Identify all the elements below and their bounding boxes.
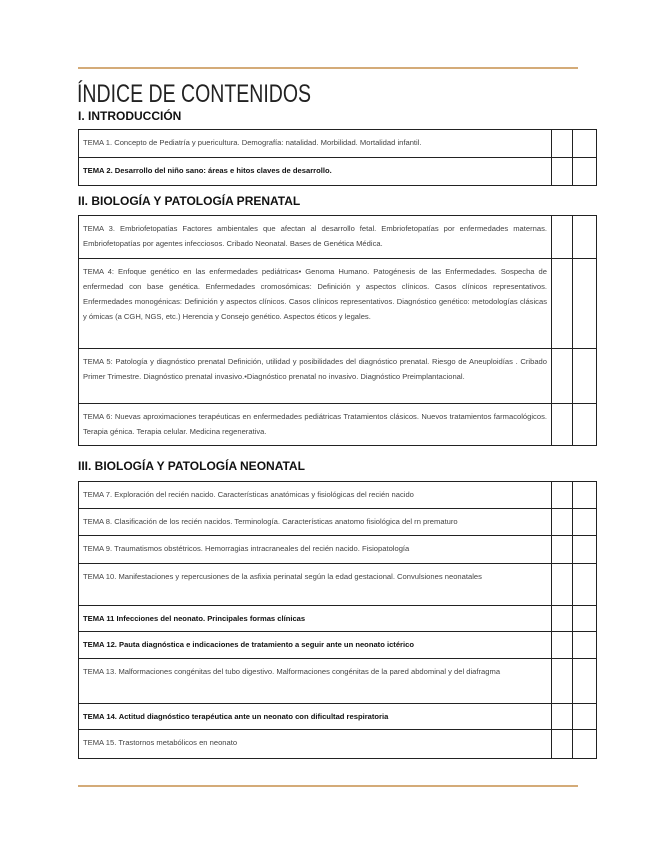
check-cell[interactable] [573,730,597,759]
check-cell[interactable] [573,349,597,404]
topics-table-prenatal [78,215,597,446]
topic-row [79,536,597,564]
topic-text: TEMA 11 Infecciones del neonato. Principales formas clínicas [79,606,552,632]
topic-text: TEMA 4: Enfoque genético en las enfermedades pediátricas• Genoma Humano. Patogénesis de las Enfermedades. Sospecha de enfermedad con base genética. Enfermedades cromosómicas: Definición y aspectos clínicos. Casos clínicos representativos. Enfermedades monogénicas: Definición y aspectos clínicos. Casos clínicos representativos. Diagnóstico genético: metodologías clásicas y ómicas (a CGH, NGS, etc.) Herencia y Consejo genético. Aspectos éticos y legales. [79,259,552,349]
bottom-divider [78,785,578,787]
topic-text: TEMA 13. Malformaciones congénitas del tubo digestivo. Malformaciones congénitas de la pared abdominal y del diafragma [79,659,552,704]
section-heading: II. BIOLOGÍA Y PATOLOGÍA PRENATAL [78,194,301,208]
check-cell[interactable] [552,349,573,404]
topic-text: TEMA 14. Actitud diagnóstico terapéutica ante un neonato con dificultad respiratoria [79,704,552,730]
topic-text: TEMA 12. Pauta diagnóstica e indicaciones de tratamiento a seguir ante un neonato ictérico [79,632,552,659]
topic-text: TEMA 6: Nuevas aproximaciones terapéuticas en enfermedades pediátricas Tratamientos clásicos. Nuevos tratamientos farmacológicos. Terapia génica. Terapia celular. Medicina regenerativa. [79,404,552,446]
topic-text: TEMA 1. Concepto de Pediatría y puericultura. Demografía: natalidad. Morbilidad. Mortalidad infantil. [79,130,552,158]
top-divider [78,67,578,69]
topic-text: TEMA 2. Desarrollo del niño sano: áreas e hitos claves de desarrollo. [79,158,552,186]
topics-table-introduccion [78,129,597,186]
check-cell[interactable] [552,404,573,446]
check-cell[interactable] [573,259,597,349]
check-cell[interactable] [573,158,597,186]
check-cell[interactable] [552,659,573,704]
topic-row [79,482,597,509]
check-cell[interactable] [552,606,573,632]
check-cell[interactable] [573,606,597,632]
check-cell[interactable] [573,482,597,509]
check-cell[interactable] [552,704,573,730]
topic-row [79,730,597,759]
topic-text: TEMA 9. Traumatismos obstétricos. Hemorragias intracraneales del recién nacido. Fisiopatología [79,536,552,564]
topic-text: TEMA 3. Embriofetopatías Factores ambientales que afectan al desarrollo fetal. Embriofetopatías por enfermedades maternas. Embriofetopatías por agentes infecciosos. Cribado Neonatal. Bases de Genética Médica. [79,216,552,259]
check-cell[interactable] [573,632,597,659]
section-heading: I. INTRODUCCIÓN [78,109,182,123]
topic-row [79,349,597,404]
check-cell[interactable] [552,158,573,186]
topic-text: TEMA 8. Clasificación de los recién nacidos. Terminología. Características anatomo fisiológica del rn prematuro [79,509,552,536]
check-cell[interactable] [573,509,597,536]
check-cell[interactable] [573,216,597,259]
topic-row [79,564,597,606]
check-cell[interactable] [552,632,573,659]
topic-row [79,158,597,186]
check-cell[interactable] [573,536,597,564]
topic-text: TEMA 7. Exploración del recién nacido. Características anatómicas y fisiológicas del recién nacido [79,482,552,509]
topic-row [79,509,597,536]
check-cell[interactable] [552,130,573,158]
check-cell[interactable] [552,564,573,606]
check-cell[interactable] [573,704,597,730]
check-cell[interactable] [573,564,597,606]
topic-row [79,659,597,704]
topic-row [79,632,597,659]
check-cell[interactable] [573,404,597,446]
page-title: ÍNDICE DE CONTENIDOS [77,80,312,108]
check-cell[interactable] [552,730,573,759]
topic-row [79,704,597,730]
topic-row [79,259,597,349]
check-cell[interactable] [552,216,573,259]
topic-row [79,606,597,632]
check-cell[interactable] [552,536,573,564]
topic-text: TEMA 15. Trastornos metabólicos en neonato [79,730,552,759]
check-cell[interactable] [552,259,573,349]
check-cell[interactable] [552,482,573,509]
check-cell[interactable] [552,509,573,536]
topic-row [79,404,597,446]
check-cell[interactable] [573,659,597,704]
check-cell[interactable] [573,130,597,158]
topic-text: TEMA 10. Manifestaciones y repercusiones de la asfixia perinatal según la edad gestacional. Convulsiones neonatales [79,564,552,606]
topic-row [79,216,597,259]
topics-table-neonatal [78,481,597,759]
topic-text: TEMA 5: Patología y diagnóstico prenatal Definición, utilidad y posibilidades del diagnóstico prenatal. Riesgo de Aneuploidías . Cribado Primer Trimestre. Diagnóstico prenatal invasivo.•Diagnóstico prenatal no invasivo. Diagnóstico Preimplantacional. [79,349,552,404]
section-heading: III. BIOLOGÍA Y PATOLOGÍA NEONATAL [78,459,305,473]
topic-row [79,130,597,158]
